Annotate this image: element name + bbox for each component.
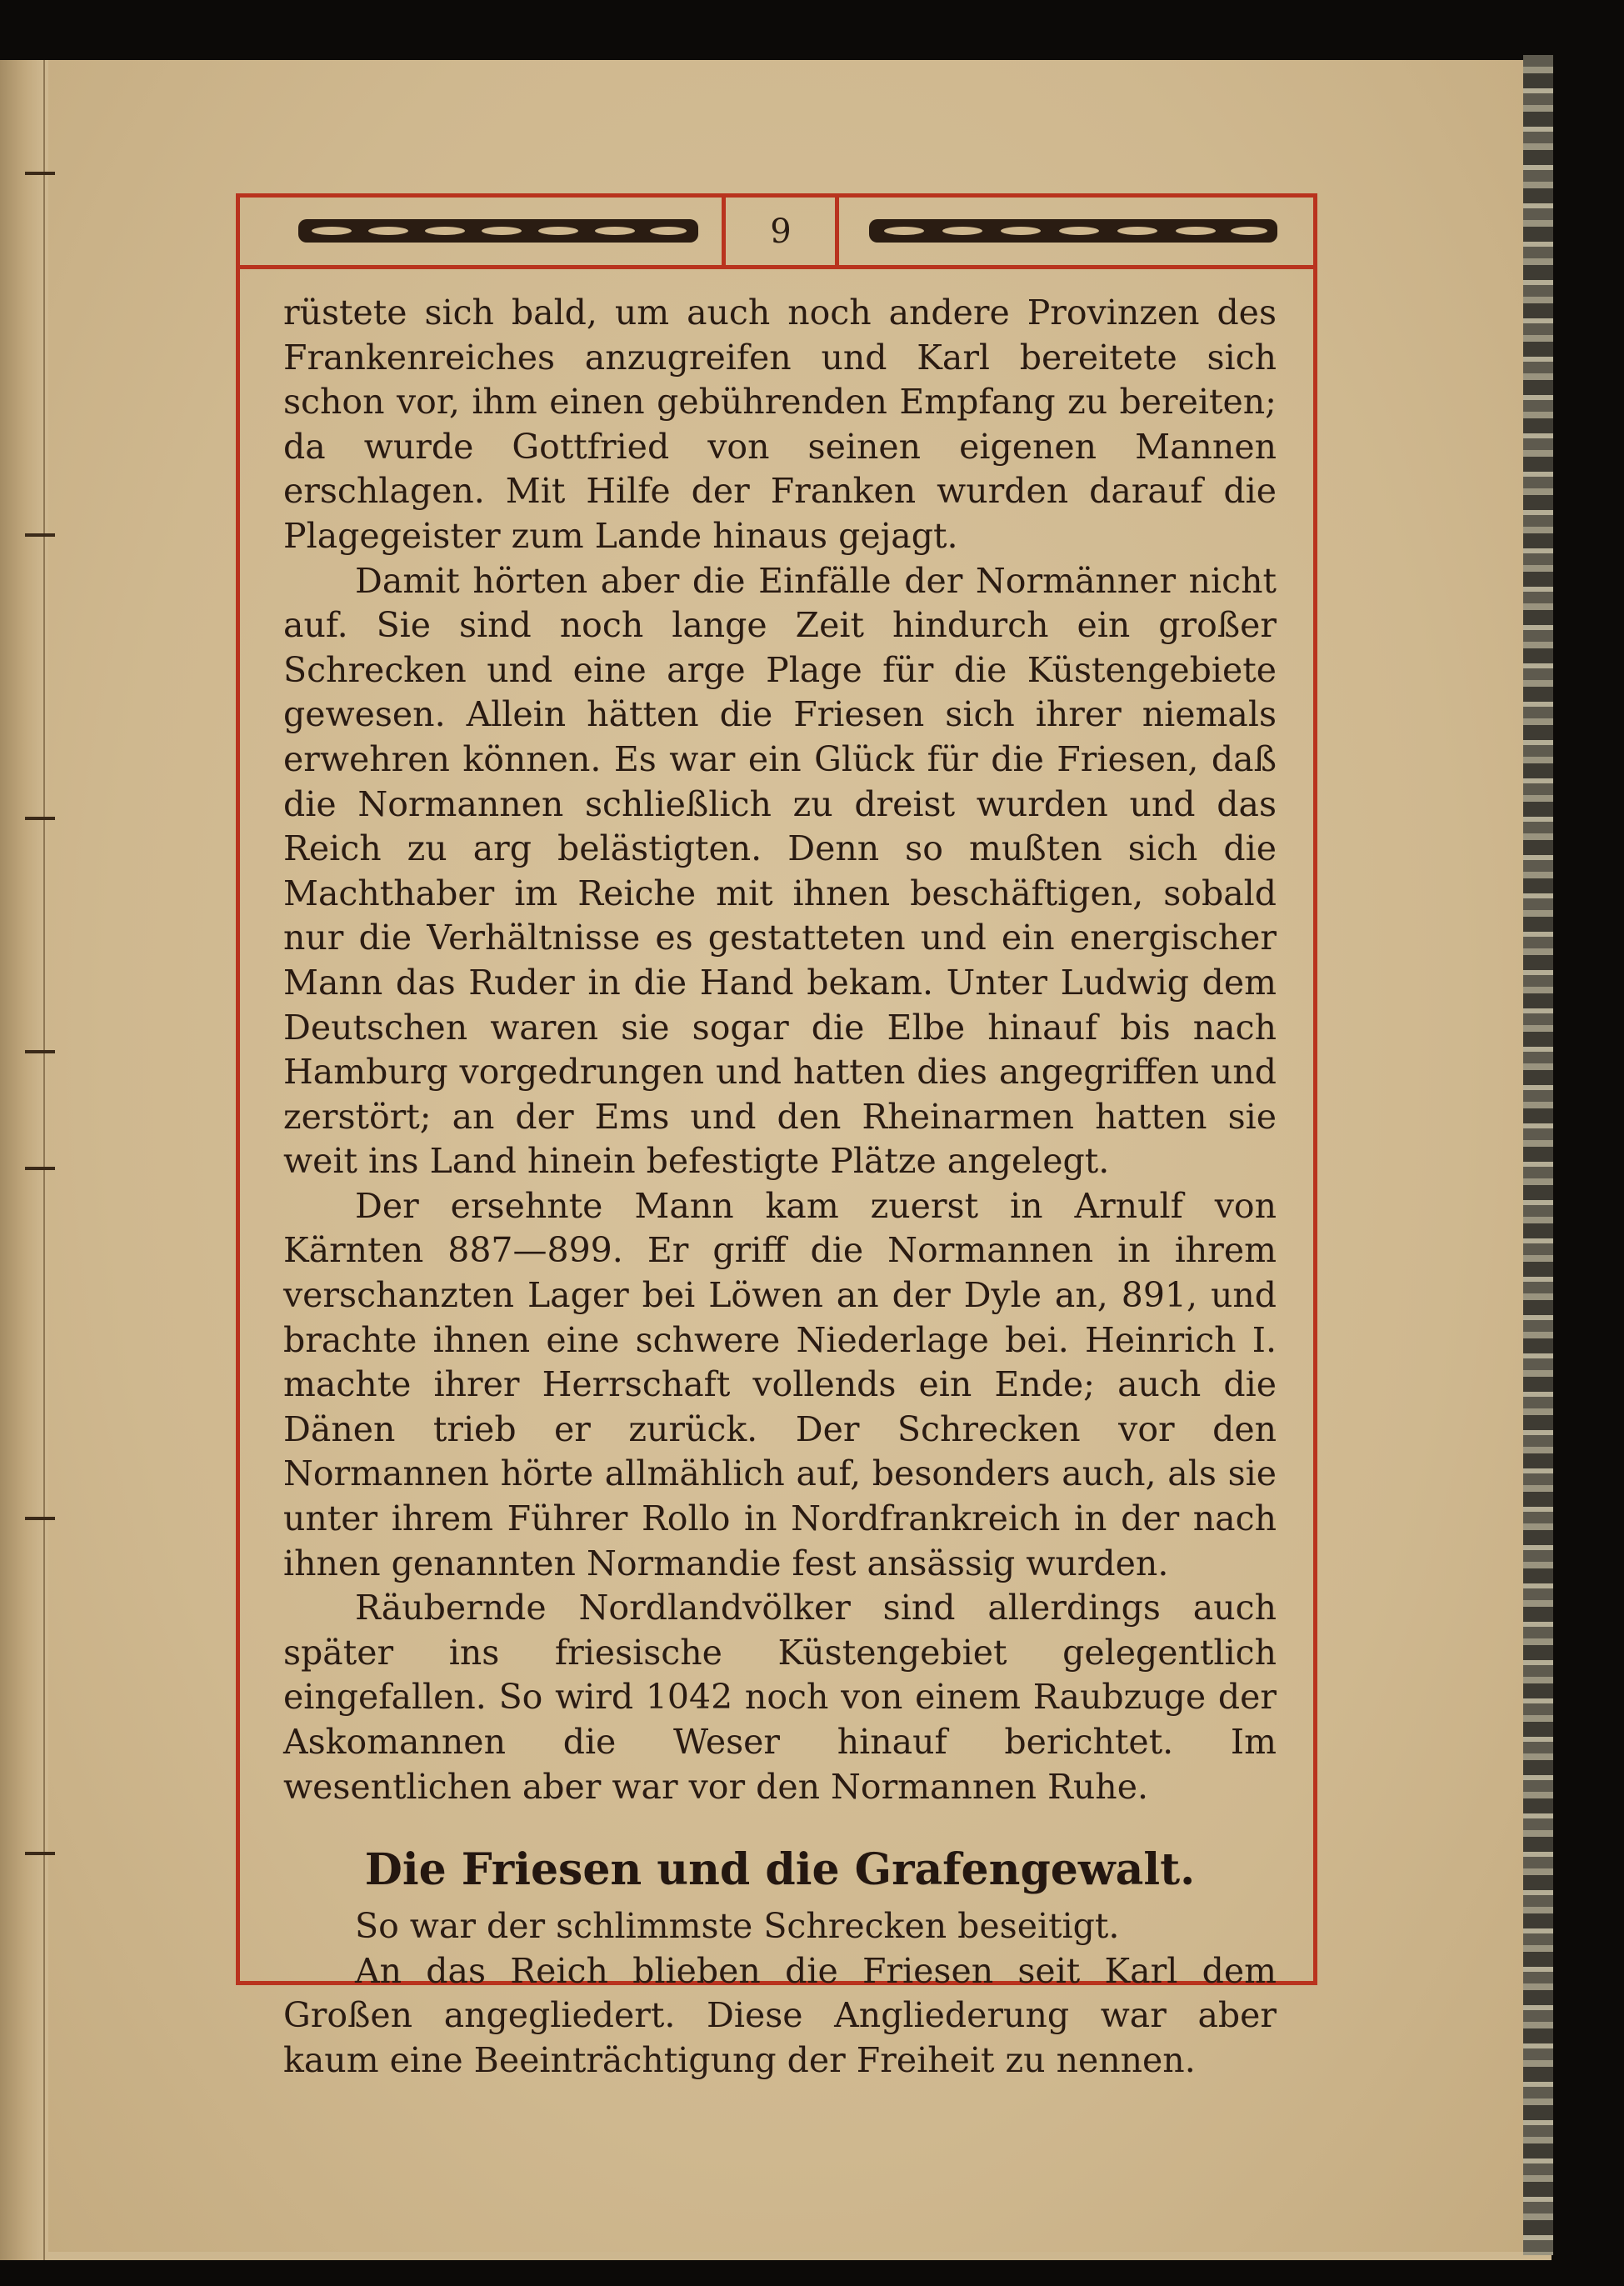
page-body [283,291,1277,2083]
left-page-edge [0,60,45,2260]
page-frame [236,193,1317,2080]
paragraph: Der ersehnte Mann kam zuerst in Arnulf von Kärnten 887—899. Er griff die Normannen in ihrem verschanzten Lager bei Löwen an der Dyle an, 891, und brachte ihnen eine schwere Niederlage bei. Heinrich I. machte ihrer Herrschaft vollends ein Ende; auch die Dänen trieb er zurück. Der Schrecken vor den Normannen hörte allmählich auf, besonders auch, als sie unter ihrem Führer Rollo in Nordfrankreich in der nach ihnen genannten Normandie fest ansässig wurden. [283,1185,1277,1583]
ornament-right [861,213,1286,249]
section-heading: Die Friesen und die Grafengewalt. [364,1844,1196,1896]
binding-stitch [25,1517,55,1520]
ornament-left [290,213,707,249]
binding-stitch [25,1167,55,1170]
header-divider [835,198,839,265]
binding-stitch [25,172,55,175]
page-header [240,198,1313,269]
paragraph: Räubernde Nordlandvölker sind allerdings auch später ins friesische Küstengebiet gelegentlich eingefallen. So wird 1042 noch von einem Raubzuge der Askomannen die Weser hinauf berichtet. Im wesentlichen aber war vor den Normannen Ruhe. [283,1588,1277,1807]
paragraph: An das Reich blieben die Friesen seit Karl dem Großen angegliedert. Diese Angliederung war aber kaum eine Beeinträchtigung der Freiheit zu nennen. [283,1950,1277,2080]
binding-stitch [25,1852,55,1855]
paragraph: Damit hörten aber die Einfälle der Normänner nicht auf. Sie sind noch lange Zeit hindurch ein großer Schrecken und eine arge Plage für die Küstengebiete gewesen. Allein hätten die Friesen sich ihrer niemals erwehren können. Es war ein Glück für die Friesen, daß die Normannen schließlich zu dreist wurden und das Reich zu arg belästigten. Denn so mußten sich die Machthaber im Reiche mit ihnen beschäftigen, sobald nur die Verhältnisse es gestatteten und ein energischer Mann das Ruder in die Hand bekam. Unter Ludwig dem Deutschen waren sie sogar die Elbe hinauf bis nach Hamburg vorgedrungen und hatten dies angegriffen und zerstört; an der Ems und den Rheinarmen hatten sie weit ins Land hinein befestigte Plätze angelegt. [283,560,1277,1182]
page-number: 9 [770,212,792,251]
paragraph: So war der schlimmste Schrecken beseitigt. [355,1906,1120,1947]
paragraph: rüstete sich bald, um auch noch andere Provinzen des Frankenreiches anzugreifen und Karl bereitete sich schon vor, ihm einen gebührenden Empfang zu bereiten; da wurde Gottfried von seinen eigenen Mannen erschlagen. Mit Hilfe der Franken wurden darauf die Plagegeister zum Lande hinaus gejagt. [283,293,1277,556]
binding-stitch [25,533,55,537]
header-divider [722,198,726,265]
book-cover-edge [1523,55,1553,2255]
binding-stitch [25,817,55,820]
binding-stitch [25,1050,55,1053]
